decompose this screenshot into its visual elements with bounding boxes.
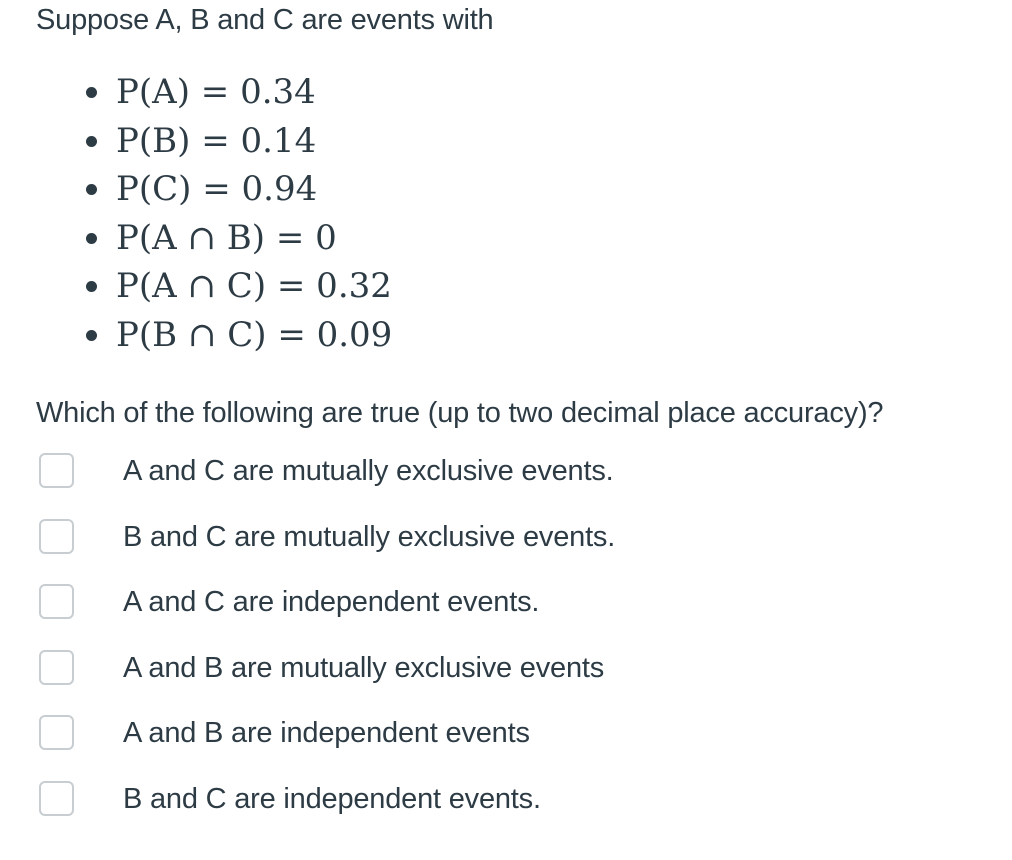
checkbox[interactable] — [39, 584, 74, 619]
bullet-icon — [86, 87, 97, 98]
option-label[interactable]: A and B are independent events — [123, 717, 530, 749]
bullet-icon — [86, 136, 97, 147]
condition-text: P(A) = 0.34 — [116, 72, 316, 112]
checkbox[interactable] — [39, 781, 74, 816]
checkbox[interactable] — [39, 650, 74, 685]
question-prompt: Which of the following are true (up to two decimal place accuracy)? — [36, 397, 884, 429]
condition-item — [82, 167, 392, 216]
checkbox[interactable] — [39, 519, 74, 554]
bullet-icon — [86, 184, 97, 195]
option-label[interactable]: A and C are independent events. — [123, 586, 540, 618]
condition-item — [82, 313, 392, 362]
option-label[interactable]: A and C are mutually exclusive events. — [123, 455, 614, 487]
condition-text: P(A ∩ C) = 0.32 — [116, 266, 392, 306]
option-label[interactable]: A and B are mutually exclusive events — [123, 651, 605, 684]
condition-text: P(A ∩ B) = 0 — [116, 217, 337, 258]
question-intro: Suppose A, B and C are events with — [36, 4, 494, 36]
condition-text: P(C) = 0.94 — [116, 169, 318, 209]
condition-text: P(B) = 0.14 — [116, 120, 317, 161]
condition-item — [82, 216, 392, 265]
condition-item — [82, 119, 392, 168]
bullet-icon — [86, 233, 97, 244]
conditions-list — [82, 70, 392, 361]
condition-text: P(B ∩ C) = 0.09 — [116, 314, 393, 355]
checkbox[interactable] — [39, 453, 74, 488]
option-label[interactable]: B and C are independent events. — [123, 782, 541, 815]
bullet-icon — [86, 330, 97, 341]
option-label[interactable]: B and C are mutually exclusive events. — [123, 520, 616, 553]
condition-item — [82, 264, 392, 313]
condition-item — [82, 70, 392, 119]
checkbox[interactable] — [39, 715, 74, 750]
bullet-icon — [86, 281, 97, 292]
